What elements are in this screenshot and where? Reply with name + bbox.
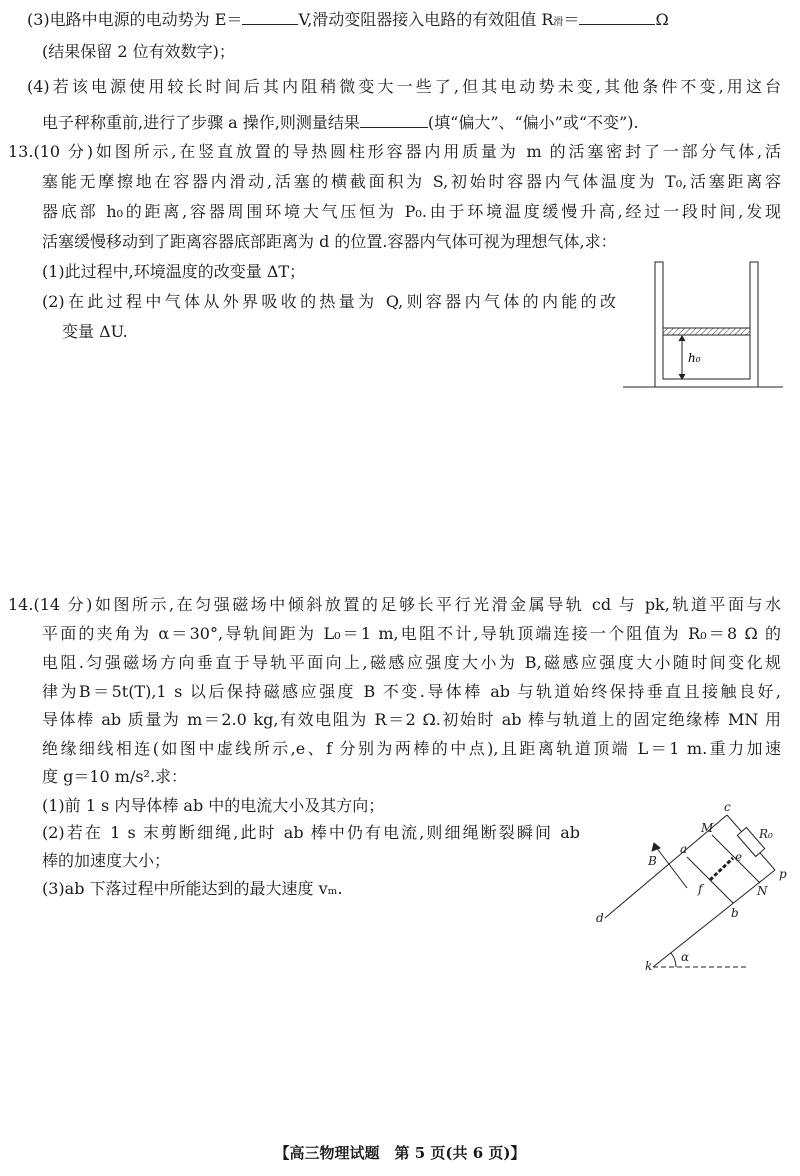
q14-line: 律为B＝5t(T),1 s 以后保持磁感应强度 B 不变.导体棒 ab 与轨道始终保持垂直且接触良好, xyxy=(42,682,781,701)
label-R0: R₀ xyxy=(759,827,773,841)
q14-sub2-cont: 棒的加速度大小； xyxy=(42,851,171,870)
q12-part4-line1: (4)若该电源使用较长时间后其内阻稍微变大一些了,但其电动势未变,其他条件不变,用这台 xyxy=(27,77,781,96)
angle-arc xyxy=(671,953,676,967)
page-footer: 【高三物理试题 第 5 页(共 6 页)】 xyxy=(274,1144,526,1162)
text: (填“偏大”、“偏小”或“不变”). xyxy=(427,113,639,132)
label-a: a xyxy=(680,842,688,856)
q14-line: 度 g＝10 m/s².求： xyxy=(42,767,188,786)
q13-line: 器底部 h₀的距离,容器周围环境大气压恒为 P₀.由于环境温度缓慢升高,经过一段时间,发现 xyxy=(42,202,781,221)
q14-line: 14.(14 分)如图所示,在匀强磁场中倾斜放置的足够长平行光滑金属导轨 cd 与 pk,轨道平面与水 xyxy=(8,595,781,614)
subscript: 滑 xyxy=(553,17,564,28)
label-B: B xyxy=(648,854,657,868)
q13-sub2: (2)在此过程中气体从外界吸收的热量为 Q,则容器内气体的内能的改 xyxy=(42,292,616,311)
q12-part3-line2: (结果保留 2 位有效数字)； xyxy=(42,42,235,61)
q13-line: 塞能无摩擦地在容器内滑动,活塞的横截面积为 S,初始时容器内气体温度为 T₀,活塞距离容 xyxy=(42,172,781,191)
q13-line: 活塞缓慢移动到了距离容器底部距离为 d 的位置.容器内气体可视为理想气体,求： xyxy=(42,232,617,251)
text: 电子秤称重前,进行了步骤 a 操作,则测量结果 xyxy=(42,113,360,132)
q13-sub2-cont: 变量 ΔU. xyxy=(62,322,128,341)
label-p: p xyxy=(779,867,787,881)
text: (3)电路中电源的电动势为 E＝ xyxy=(27,10,243,29)
label-c: c xyxy=(724,800,731,814)
label-d: d xyxy=(596,911,604,925)
q14-line: 导体棒 ab 质量为 m＝2.0 kg,有效电阻为 R＝2 Ω.初始时 ab 棒与轨道上的固定绝缘棒 MN 用 xyxy=(42,710,781,729)
q14-line: 绝缘细线相连(如图中虚线所示,e、f 分别为两棒的中点),且距离轨道顶端 L＝1 m.重力加速 xyxy=(42,739,781,758)
text: ＝ xyxy=(563,10,580,29)
label-M: M xyxy=(701,821,714,835)
label-k: k xyxy=(645,959,653,973)
q14-sub2: (2)若在 1 s 末剪断细绳,此时 ab 棒中仍有电流,则细绳断裂瞬间 ab xyxy=(42,823,580,842)
label-N: N xyxy=(757,884,768,898)
q14-line: 电阻.匀强磁场方向垂直于导轨平面向上,磁感应强度大小为 B,磁感应强度大小随时间变化规 xyxy=(42,653,781,672)
label-e: e xyxy=(735,850,743,864)
q14-sub1: (1)前 1 s 内导体棒 ab 中的电流大小及其方向； xyxy=(42,796,385,815)
label-alpha: α xyxy=(681,950,690,964)
q14-line: 平面的夹角为 α＝30°,导轨间距为 L₀＝1 m,电阻不计,导轨顶端连接一个阻值为 R₀＝8 Ω 的 xyxy=(42,624,781,643)
text: V,滑动变阻器接入电路的有效阻值 R xyxy=(298,10,554,29)
label-f: f xyxy=(698,882,703,896)
label-b: b xyxy=(731,906,739,920)
thread-ef xyxy=(710,858,733,880)
text: Ω xyxy=(655,10,669,29)
h0-label: h₀ xyxy=(688,351,701,365)
q13-line: 13.(10 分)如图所示,在竖直放置的导热圆柱形容器内用质量为 m 的活塞密封了一部分气体,活 xyxy=(8,142,781,161)
q13-sub1: (1)此过程中,环境温度的改变量 ΔT； xyxy=(42,262,306,281)
q14-sub3: (3)ab 下落过程中所能达到的最大速度 vₘ. xyxy=(42,879,343,898)
